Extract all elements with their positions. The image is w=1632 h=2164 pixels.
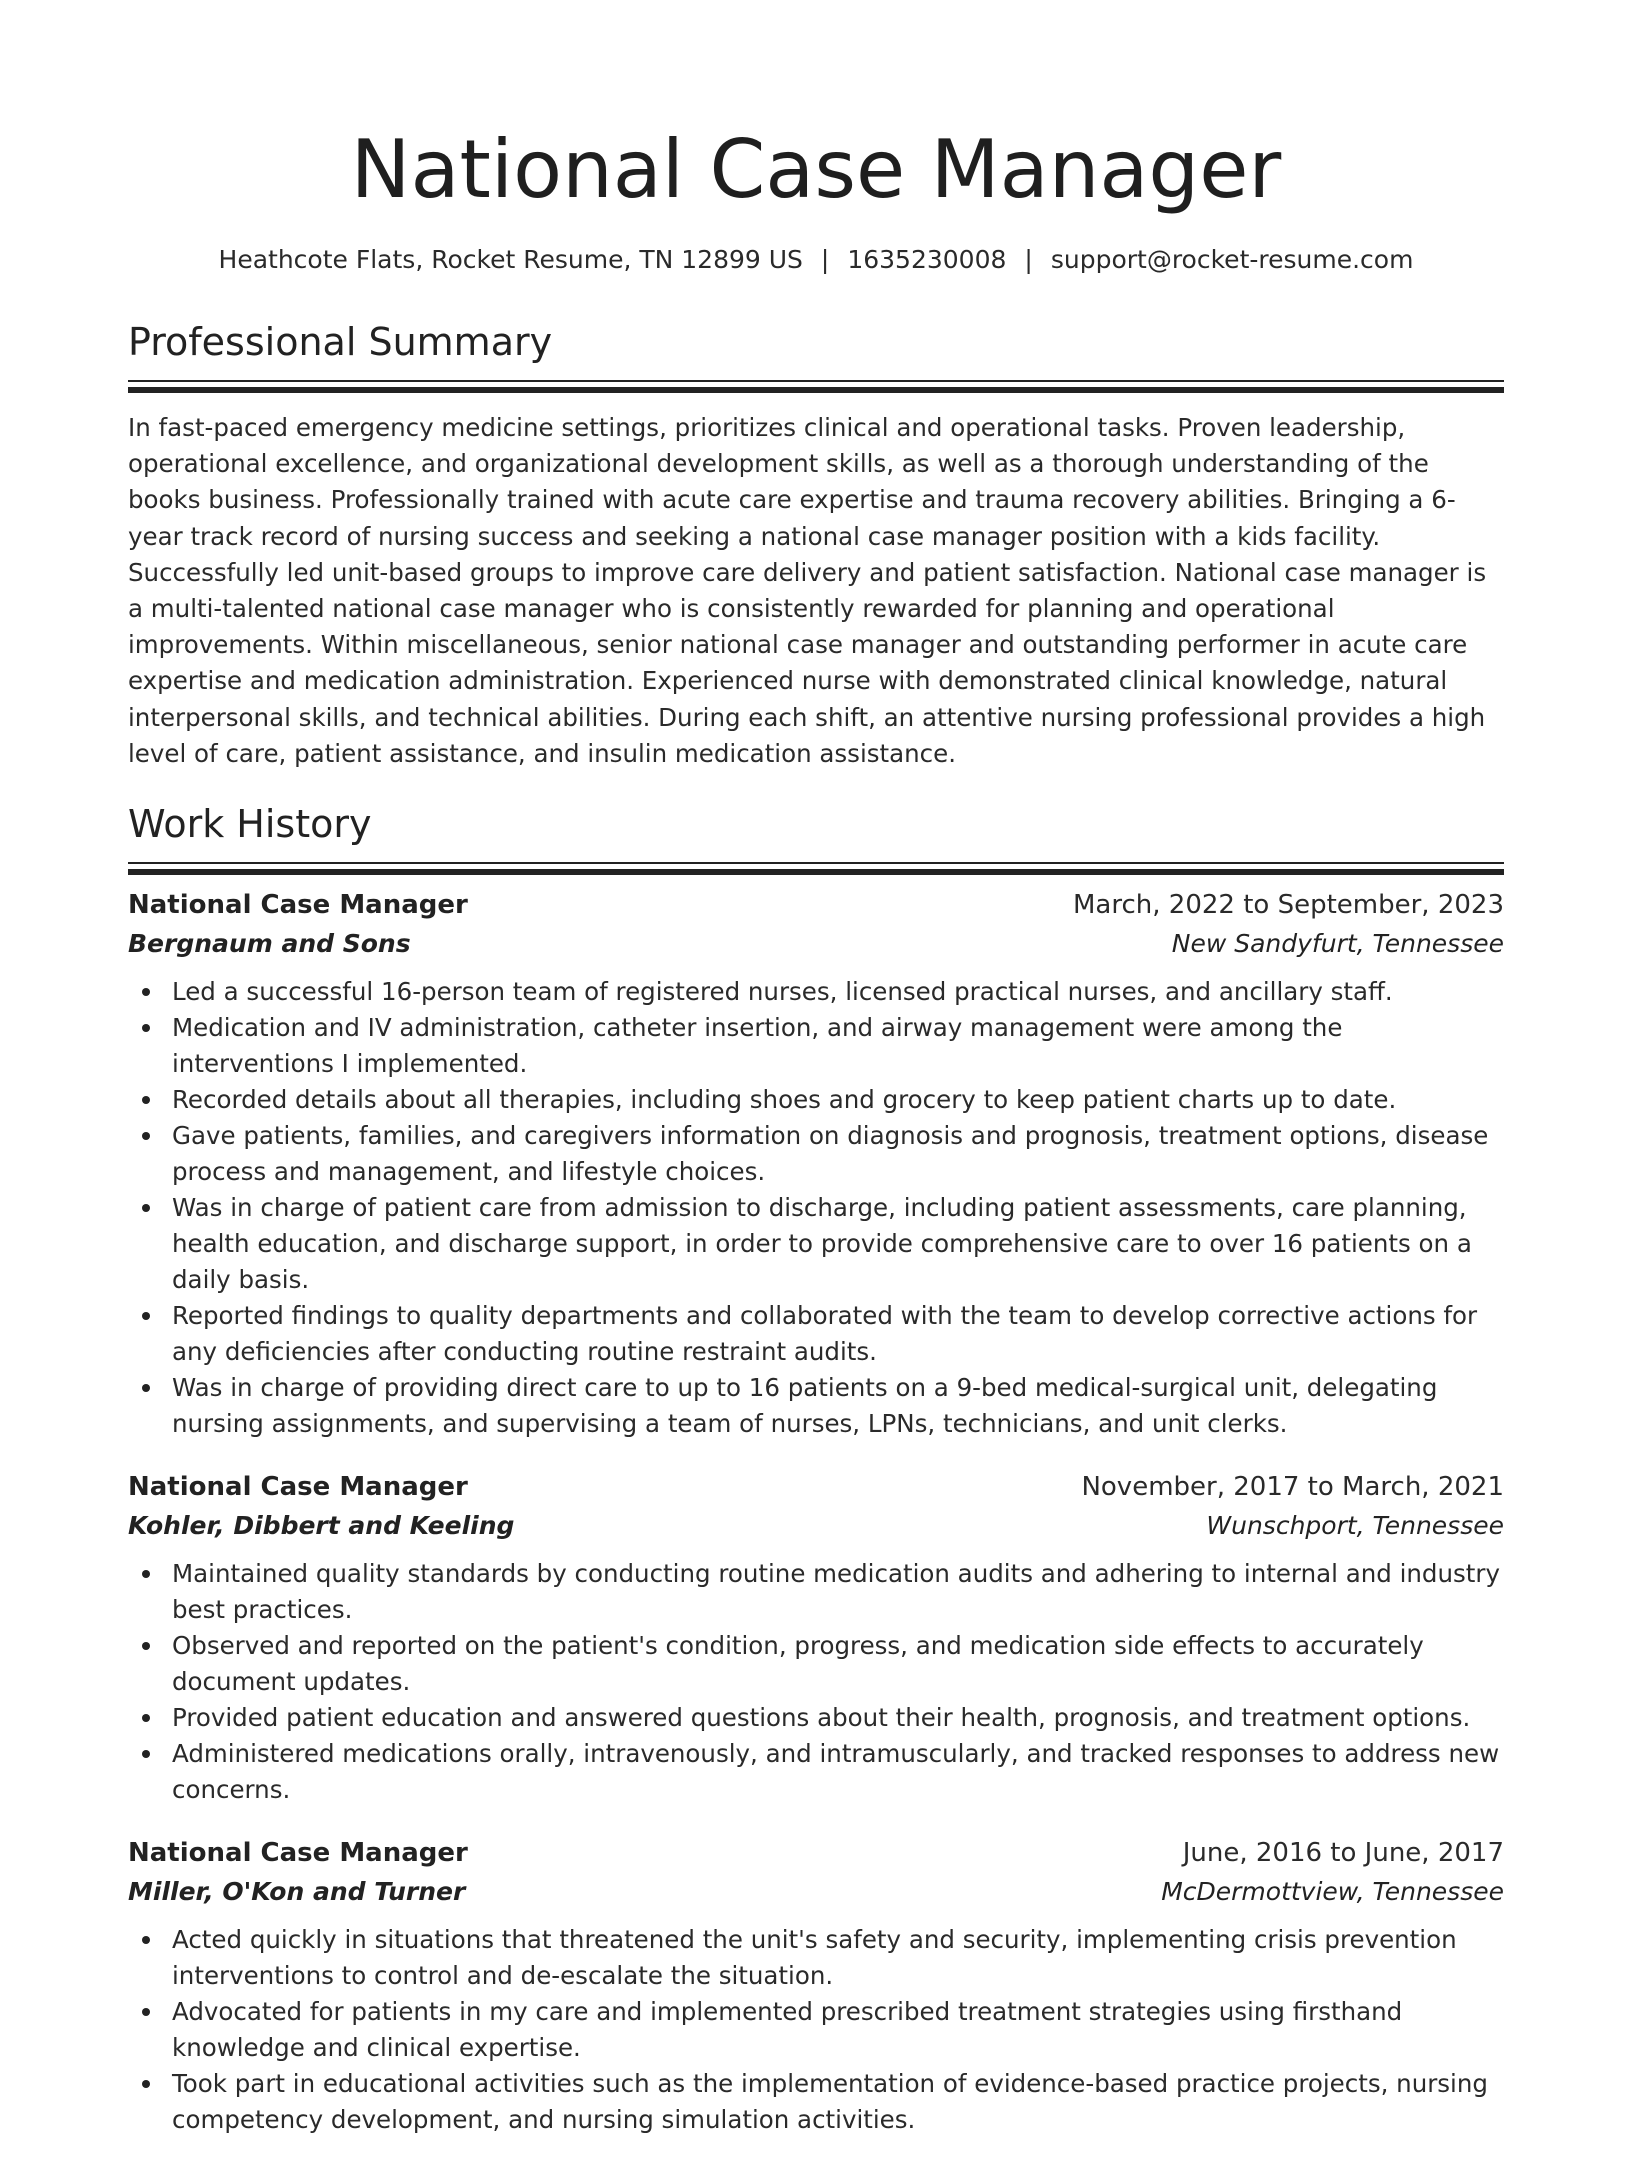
contact-phone: 1635230008	[847, 245, 1007, 274]
job-entry	[128, 1834, 1504, 2138]
job-dates: March, 2022 to September, 2023	[1073, 890, 1504, 921]
job-bullets	[128, 974, 1504, 1442]
job-title: National Case Manager	[128, 890, 468, 921]
job-bullet: Gave patients, families, and caregivers information on diagnosis and prognosis, treatment options, disease process and management, and lifestyle choices.	[172, 1118, 1504, 1190]
job-bullets	[128, 1922, 1504, 2138]
job-bullet: Provided patient education and answered questions about their health, prognosis, and treatment options.	[172, 1700, 1504, 1736]
job-header-row	[128, 886, 1504, 924]
professional-summary-section	[128, 318, 1504, 772]
job-entry	[128, 886, 1504, 1442]
section-title-work-history: Work History	[128, 802, 372, 847]
contact-separator: |	[1024, 245, 1033, 274]
job-entry	[128, 1468, 1504, 1808]
contact-email: support@rocket-resume.com	[1050, 245, 1414, 274]
job-bullets	[128, 1556, 1504, 1808]
job-subheader-row	[128, 924, 1504, 964]
section-divider	[128, 380, 1504, 382]
job-bullet: Observed and reported on the patient's condition, progress, and medication side effects to accurately document updates.	[172, 1628, 1504, 1700]
job-bullet: Administered medications orally, intravenously, and intramuscularly, and tracked responses to address new concerns.	[172, 1736, 1504, 1808]
job-bullet: Medication and IV administration, catheter insertion, and airway management were among the interventions I implemented.	[172, 1010, 1504, 1082]
job-title: National Case Manager	[128, 1838, 468, 1869]
job-bullet: Advocated for patients in my care and implemented prescribed treatment strategies using firsthand knowledge and clinical expertise.	[172, 1994, 1504, 2066]
section-divider	[128, 862, 1504, 864]
job-header-row	[128, 1468, 1504, 1506]
job-bullet: Was in charge of providing direct care to up to 16 patients on a 9-bed medical-surgical unit, delegating nursing assignments, and supervising a team of nurses, LPNs, technicians, and unit clerks.	[172, 1370, 1504, 1442]
contact-address: Heathcote Flats, Rocket Resume, TN 12899 US	[218, 245, 803, 274]
job-bullet: Was in charge of patient care from admission to discharge, including patient assessments, care planning, health education, and discharge support, in order to provide comprehensive care to over 16 patients on a daily basis.	[172, 1190, 1504, 1298]
job-title: National Case Manager	[128, 1472, 468, 1503]
job-company: Bergnaum and Sons	[128, 929, 411, 959]
job-bullet: Recorded details about all therapies, including shoes and grocery to keep patient charts up to date.	[172, 1082, 1504, 1118]
job-location: McDermottview, Tennessee	[1161, 1877, 1504, 1907]
job-list	[128, 886, 1504, 2138]
job-bullet: Led a successful 16-person team of registered nurses, licensed practical nurses, and ancillary staff.	[172, 974, 1504, 1010]
resume-name: National Case Manager	[350, 123, 1282, 216]
contact-separator: |	[820, 245, 830, 274]
job-bullet: Took part in educational activities such as the implementation of evidence-based practice projects, nursing competency development, and nursing simulation activities.	[172, 2066, 1504, 2138]
summary-text: In fast-paced emergency medicine settings, prioritizes clinical and operational tasks. Proven leadership, operational excellence, and organizational development skills, as well as a thorough understanding of the books business. Professionally trained with acute care expertise and trauma recovery abilities. Bringing a 6-year track record of nursing success and seeking a national case manager position with a kids facility. Successfully led unit-based groups to improve care delivery and patient satisfaction. National case manager is a multi-talented national case manager who is consistently rewarded for planning and operational improvements. Within miscellaneous, senior national case manager and outstanding performer in acute care expertise and medication administration. Experienced nurse with demonstrated clinical knowledge, natural interpersonal skills, and technical abilities. During each shift, an attentive nursing professional provides a high level of care, patient assistance, and insulin medication assistance.	[128, 413, 1487, 768]
job-company: Kohler, Dibbert and Keeling	[128, 1511, 515, 1541]
job-header-row	[128, 1834, 1504, 1872]
job-bullet: Reported findings to quality departments and collaborated with the team to develop corrective actions for any deficiencies after conducting routine restraint audits.	[172, 1298, 1504, 1370]
job-bullet: Maintained quality standards by conducting routine medication audits and adhering to internal and industry best practices.	[172, 1556, 1504, 1628]
job-bullet: Acted quickly in situations that threatened the unit's safety and security, implementing crisis prevention interventions to control and de-escalate the situation.	[172, 1922, 1504, 1994]
job-location: Wunschport, Tennessee	[1206, 1511, 1504, 1541]
contact-line	[128, 244, 1504, 276]
job-subheader-row	[128, 1506, 1504, 1546]
work-history-section	[128, 800, 1504, 2138]
job-dates: November, 2017 to March, 2021	[1081, 1472, 1504, 1503]
section-title-summary: Professional Summary	[128, 320, 553, 364]
job-subheader-row	[128, 1872, 1504, 1912]
resume-page	[128, 0, 1504, 2164]
job-location: New Sandyfurt, Tennessee	[1171, 929, 1504, 959]
job-company: Miller, O'Kon and Turner	[128, 1877, 466, 1907]
job-dates: June, 2016 to June, 2017	[1182, 1838, 1504, 1869]
